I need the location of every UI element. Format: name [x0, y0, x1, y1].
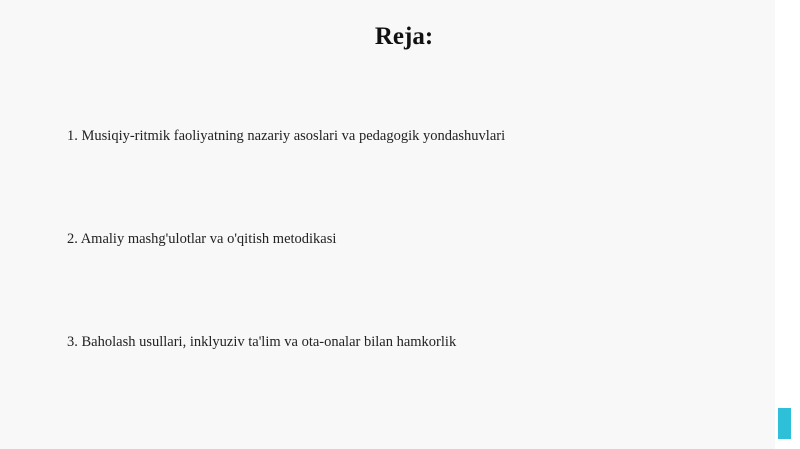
slide-title: Reja:: [374, 23, 434, 50]
plan-item-1: 1. Musiqiy-ritmik faoliyatning nazariy asoslari va pedagogik yondashuvlari: [67, 128, 506, 144]
plan-item-2: 2. Amaliy mashg'ulotlar va o'qitish metodikasi: [67, 231, 337, 247]
scrollbar-track[interactable]: [775, 0, 800, 449]
scrollbar-thumb[interactable]: [778, 408, 791, 439]
plan-item-3: 3. Baholash usullari, inklyuziv ta'lim va ota-onalar bilan hamkorlik: [67, 334, 457, 350]
